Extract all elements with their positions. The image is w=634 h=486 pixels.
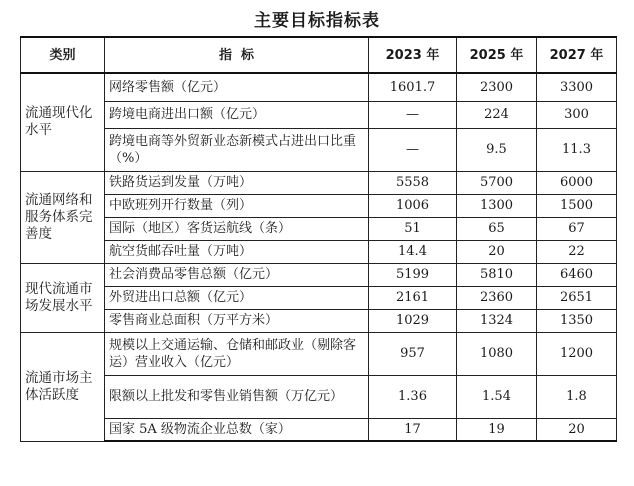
table-row: [21, 332, 617, 375]
value-2023: 14.4: [369, 240, 457, 263]
value-2023: 1029: [369, 309, 457, 332]
table-row: [21, 128, 617, 171]
value-2025: 1080: [457, 332, 537, 375]
table-row: [21, 217, 617, 240]
value-2025: 5700: [457, 171, 537, 194]
indicator-cell: 外贸进出口总额（亿元）: [105, 286, 369, 309]
value-2025: 224: [457, 101, 537, 128]
value-2027: 300: [537, 101, 617, 128]
indicator-cell: 国际（地区）客货运航线（条）: [105, 217, 369, 240]
indicator-cell: 航空货邮吞吐量（万吨）: [105, 240, 369, 263]
header-category: 类别: [21, 37, 105, 73]
table-row: [21, 101, 617, 128]
value-2023: 957: [369, 332, 457, 375]
table-title: 主要目标指标表: [254, 11, 380, 31]
indicator-cell: 铁路货运到发量（万吨）: [105, 171, 369, 194]
table-row: [21, 194, 617, 217]
value-2025: 9.5: [457, 128, 537, 171]
table-row: [21, 286, 617, 309]
table-row: [21, 309, 617, 332]
value-2023: 17: [369, 418, 457, 441]
value-2025: 2360: [457, 286, 537, 309]
table-row: [21, 375, 617, 418]
header-2027: 2027 年: [537, 37, 617, 73]
value-2023: 5199: [369, 263, 457, 286]
indicator-cell: 跨境电商等外贸新业态新模式占进出口比重（%）: [105, 128, 369, 171]
value-2025: 2300: [457, 73, 537, 101]
indicator-cell: 中欧班列开行数量（列）: [105, 194, 369, 217]
value-2023: 51: [369, 217, 457, 240]
value-2025: 1.54: [457, 375, 537, 418]
value-2027: 1.8: [537, 375, 617, 418]
table-row: [21, 73, 617, 101]
value-2023: 1006: [369, 194, 457, 217]
indicator-cell: 国家 5A 级物流企业总数（家）: [105, 418, 369, 441]
value-2027: 22: [537, 240, 617, 263]
value-2027: 2651: [537, 286, 617, 309]
value-2027: 1200: [537, 332, 617, 375]
category-cell: 流通市场主体活跃度: [21, 332, 105, 441]
category-cell: 现代流通市场发展水平: [21, 263, 105, 332]
value-2023: 1601.7: [369, 73, 457, 101]
header-2023: 2023 年: [369, 37, 457, 73]
category-cell: 流通网络和服务体系完善度: [21, 171, 105, 263]
indicator-cell: 零售商业总面积（万平方米）: [105, 309, 369, 332]
value-2027: 6460: [537, 263, 617, 286]
value-2027: 1350: [537, 309, 617, 332]
indicator-cell: 跨境电商进出口额（亿元）: [105, 101, 369, 128]
value-2023: 1.36: [369, 375, 457, 418]
value-2027: 20: [537, 418, 617, 441]
value-2025: 1300: [457, 194, 537, 217]
targets-table: [20, 36, 617, 442]
header-row: [21, 37, 617, 73]
table-row: [21, 240, 617, 263]
value-2023: —: [369, 128, 457, 171]
indicator-cell: 规模以上交通运输、仓储和邮政业（剔除客运）营业收入（亿元）: [105, 332, 369, 375]
category-cell: 流通现代化水平: [21, 73, 105, 171]
value-2027: 67: [537, 217, 617, 240]
value-2027: 3300: [537, 73, 617, 101]
value-2025: 1324: [457, 309, 537, 332]
indicator-cell: 限额以上批发和零售业销售额（万亿元）: [105, 375, 369, 418]
table-row: [21, 171, 617, 194]
value-2025: 19: [457, 418, 537, 441]
table-row: [21, 263, 617, 286]
value-2025: 5810: [457, 263, 537, 286]
indicator-cell: 社会消费品零售总额（亿元）: [105, 263, 369, 286]
value-2027: 1500: [537, 194, 617, 217]
value-2023: —: [369, 101, 457, 128]
header-indicator: 指 标: [105, 37, 369, 73]
value-2027: 11.3: [537, 128, 617, 171]
value-2025: 20: [457, 240, 537, 263]
header-2025: 2025 年: [457, 37, 537, 73]
indicator-cell: 网络零售额（亿元）: [105, 73, 369, 101]
value-2023: 2161: [369, 286, 457, 309]
value-2027: 6000: [537, 171, 617, 194]
value-2023: 5558: [369, 171, 457, 194]
table-row: [21, 418, 617, 441]
value-2025: 65: [457, 217, 537, 240]
